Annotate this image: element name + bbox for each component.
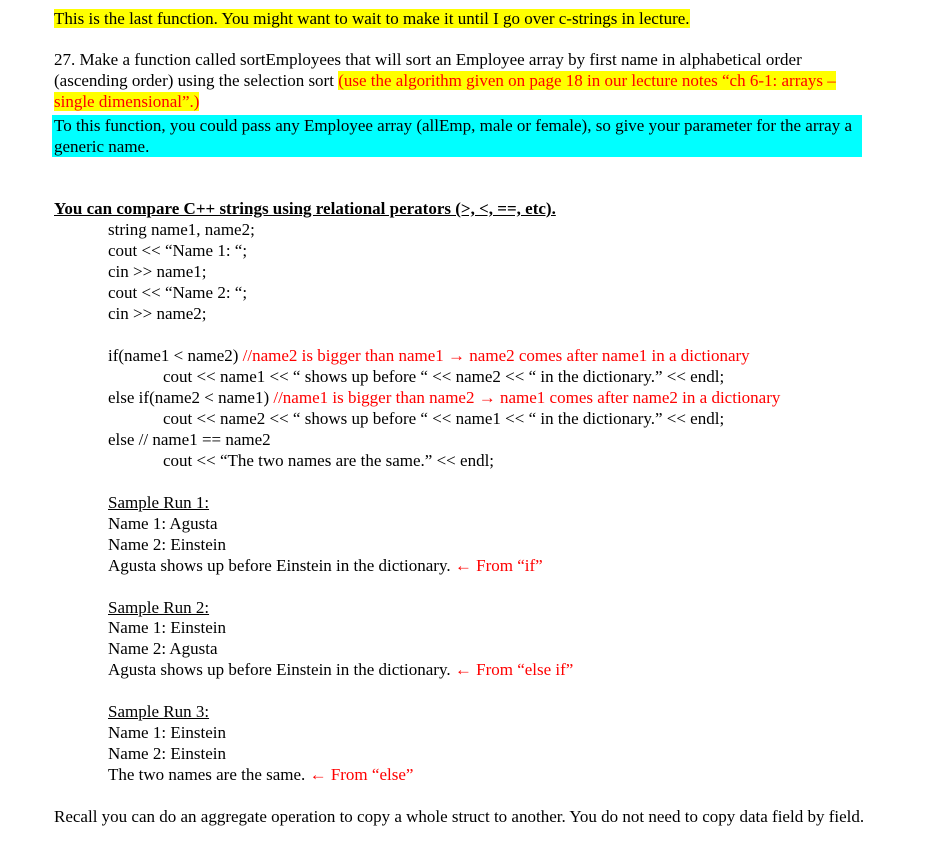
else-body-line: cout << “The two names are the same.” << endl; — [163, 451, 495, 470]
sample-run-1-result-line — [108, 555, 543, 576]
arrow-right-icon: → — [448, 346, 466, 365]
if-line — [108, 345, 750, 366]
sample-run-3-line-1: Name 1: Einstein — [108, 723, 227, 742]
else-line: else // name1 == name2 — [108, 430, 271, 449]
sample-run-1-note: From “if” — [476, 556, 543, 575]
compare-heading: You can compare C++ strings using relational perators (>, <, ==, etc). — [54, 199, 556, 218]
if-comment-a: //name2 is bigger than name1 — [242, 346, 449, 365]
arrow-right-icon: → — [478, 388, 496, 407]
problem-27-paragraph — [54, 49, 859, 112]
code-line-4: cout << “Name 2: “; — [108, 283, 248, 302]
intro-line — [54, 8, 690, 29]
arrow-left-icon: ← — [309, 765, 327, 784]
sample-run-2-note: From “else if” — [476, 660, 574, 679]
elseif-line — [108, 387, 780, 408]
problem-27-cyan-note — [52, 115, 862, 157]
sample-run-2-result-line — [108, 659, 573, 680]
if-code: if(name1 < name2) — [108, 346, 243, 365]
sample-run-1-result: Agusta shows up before Einstein in the dictionary. — [108, 556, 451, 575]
elseif-comment-a: //name1 is bigger than name2 — [273, 388, 479, 407]
code-line-1: string name1, name2; — [108, 220, 255, 239]
sample-run-1-title: Sample Run 1: — [108, 493, 210, 512]
sample-run-3-result: The two names are the same. — [108, 765, 306, 784]
sample-run-2-title: Sample Run 2: — [108, 598, 210, 617]
intro-highlight: This is the last function. You might want to wait to make it until I go over c-strings in lecture. — [54, 9, 690, 28]
code-line-2: cout << “Name 1: “; — [108, 241, 248, 260]
code-line-5: cin >> name2; — [108, 304, 207, 323]
code-line-3: cin >> name1; — [108, 262, 207, 281]
sample-run-2-line-1: Name 1: Einstein — [108, 618, 227, 637]
arrow-left-icon: ← — [454, 556, 472, 575]
if-comment-b: name2 comes after name1 in a dictionary — [465, 346, 750, 365]
sample-run-3-line-2: Name 2: Einstein — [108, 744, 227, 763]
problem-27-text: 27. Make a function called sortEmployees that will sort an Employee array by first name in alphabetical order (ascending order) using the selection sort — [54, 50, 802, 90]
recall-paragraph: Recall you can do an aggregate operation to copy a whole struct to another. You do not need to copy data field by field. — [54, 807, 865, 826]
sample-run-3-note: From “else” — [330, 765, 414, 784]
problem-27-cyan-text: To this function, you could pass any Employee array (allEmp, male or female), so give your parameter for the array a generic name. — [54, 116, 852, 156]
elseif-body-line: cout << name2 << “ shows up before “ << name1 << “ in the dictionary.” << endl; — [163, 409, 725, 428]
sample-run-2-result: Agusta shows up before Einstein in the dictionary. — [108, 660, 451, 679]
sample-run-2-line-2: Name 2: Agusta — [108, 639, 218, 658]
elseif-comment-b: name1 comes after name2 in a dictionary — [495, 388, 781, 407]
arrow-left-icon: ← — [454, 660, 472, 679]
if-body-line: cout << name1 << “ shows up before “ << name2 << “ in the dictionary.” << endl; — [163, 367, 725, 386]
sample-run-1-line-1: Name 1: Agusta — [108, 514, 218, 533]
sample-run-1-line-2: Name 2: Einstein — [108, 535, 227, 554]
sample-run-3-result-line — [108, 764, 413, 785]
sample-run-3-title: Sample Run 3: — [108, 702, 210, 721]
elseif-code: else if(name2 < name1) — [108, 388, 274, 407]
problem-27-red-highlight: (use the algorithm given on page 18 in our lecture notes “ch 6-1: arrays – single dimensional”.) — [54, 71, 836, 111]
